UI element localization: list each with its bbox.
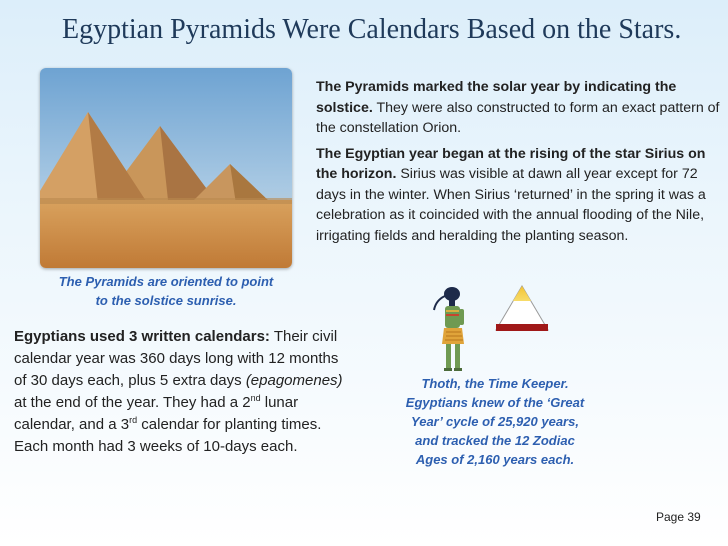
thoth-figure-icon bbox=[432, 284, 476, 372]
calendars-italic: (epagomenes) bbox=[245, 372, 343, 389]
solstice-bold: The Pyramids marked the solar year by indicating the solstice. bbox=[316, 79, 677, 116]
calendars-text-2: at the end of the year. They had a 2 bbox=[14, 394, 251, 411]
superscript-rd: rd bbox=[129, 415, 138, 425]
calendars-text-4: calendar for planting times. Each month had 3 weeks of 10-days each. bbox=[14, 416, 322, 455]
photo-caption: The Pyramids are oriented to point to the solstice sunrise. bbox=[58, 274, 274, 308]
thoth-caption: Thoth, the Time Keeper. Egyptians knew of the ‘Great Year’ cycle of 25,920 years, and tracked the 12 Zodiac Ages of 2,160 years each. bbox=[405, 376, 585, 467]
pyramid-triangle-icon bbox=[494, 284, 550, 334]
sirius-rest: Sirius was visible at dawn all year except for 72 days in the winter. When Sirius ‘returned’ in the spring it was a celebration as it coincided with the annual flooding of the Nile, irrigating fields and heralding the planting season. bbox=[316, 166, 706, 244]
calendars-paragraph bbox=[14, 326, 344, 458]
slide-title: Egyptian Pyramids Were Calendars Based on the Stars. bbox=[62, 14, 682, 45]
calendars-bold: Egyptians used 3 written calendars: bbox=[14, 328, 270, 345]
right-text-block bbox=[316, 77, 720, 251]
pyramids-photo bbox=[40, 68, 292, 268]
calendars-text-3: lunar calendar, and a 3 bbox=[14, 394, 299, 433]
solstice-paragraph bbox=[316, 77, 720, 139]
page-number: Page 39 bbox=[656, 510, 701, 524]
superscript-nd: nd bbox=[250, 393, 261, 403]
solstice-rest: They were also constructed to form an exact pattern of the constellation Orion. bbox=[316, 99, 720, 136]
sirius-paragraph bbox=[316, 144, 720, 247]
sirius-bold: The Egyptian year began at the rising of the star Sirius on the horizon. bbox=[316, 145, 706, 182]
calendars-text-1: Their civil calendar year was 360 days long with 12 months of 30 days each, plus 5 extra days bbox=[14, 328, 339, 389]
